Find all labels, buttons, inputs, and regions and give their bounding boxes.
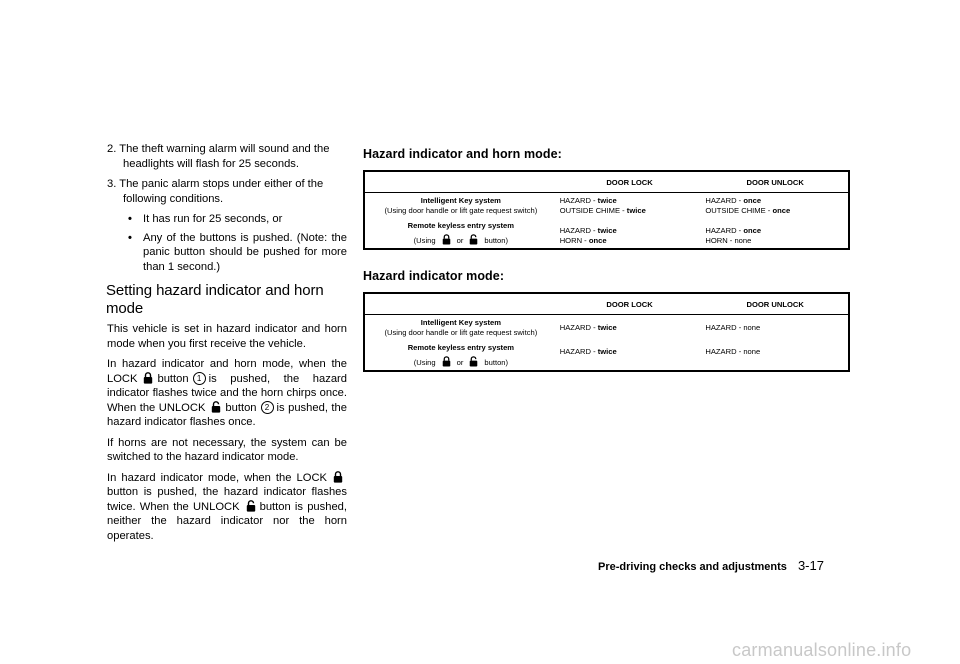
ik-lock-cell xyxy=(557,193,703,219)
unlock-icon xyxy=(211,401,221,413)
table-row xyxy=(364,218,849,249)
item-number: 3. xyxy=(107,178,117,190)
item-number: 2. xyxy=(107,143,117,155)
label: HORN - xyxy=(559,235,589,245)
system-title: Intelligent Key system xyxy=(420,196,501,205)
lock-icon xyxy=(442,356,451,367)
value: twice xyxy=(597,196,617,205)
section-name: Pre-driving checks and adjustments xyxy=(598,561,787,573)
label: HAZARD - xyxy=(559,196,598,205)
rk-unlock-cell xyxy=(702,340,849,371)
lock-icon xyxy=(143,372,153,384)
paragraph-4 xyxy=(107,471,347,544)
item-text: The panic alarm stops under either of the xyxy=(119,178,324,190)
system-remote-keyless xyxy=(364,340,557,371)
list-item-2 xyxy=(107,142,347,171)
header-door-lock: DOOR LOCK xyxy=(557,171,703,193)
page-number: 3-17 xyxy=(797,558,824,573)
text: button xyxy=(225,401,257,414)
header-door-unlock: DOOR UNLOCK xyxy=(702,293,849,315)
value: HAZARD - none xyxy=(705,323,761,332)
table-title-hazard-mode: Hazard indicator mode: xyxy=(363,269,505,283)
system-intelligent-key xyxy=(364,193,557,219)
bullet-mark: • xyxy=(128,231,132,244)
value: once xyxy=(772,205,791,215)
lock-icon xyxy=(333,471,343,483)
text: button) xyxy=(484,357,509,367)
item-text: The theft warning alarm will sound and the xyxy=(119,143,330,155)
page-footer xyxy=(598,558,824,573)
header-door-unlock: DOOR UNLOCK xyxy=(702,171,849,193)
header-door-lock: DOOR LOCK xyxy=(557,293,703,315)
item-text-cont: headlights will flash for 25 seconds. xyxy=(123,157,299,170)
text: button is pushed, neither the hazard indicator nor the horn operates. xyxy=(107,500,348,542)
callout-number-2: 2 xyxy=(261,401,274,414)
watermark: carmanualsonline.info xyxy=(732,640,912,660)
text: In hazard indicator mode, when the LOCK xyxy=(107,471,327,484)
text: is pushed, the hazard indicator flashes once. xyxy=(107,401,347,428)
system-subtitle: (Using door handle or lift gate request switch) xyxy=(384,205,538,215)
system-title: Remote keyless entry system xyxy=(407,221,515,230)
list-item-3 xyxy=(107,177,347,206)
value: twice xyxy=(597,347,617,356)
using-buttons xyxy=(368,234,554,246)
system-title: Remote keyless entry system xyxy=(407,343,515,352)
left-column xyxy=(107,142,347,549)
table-row xyxy=(364,340,849,371)
text: is pushed, the hazard indicator flashes twice and the horn chirps once. When the UNLOCK xyxy=(107,372,347,414)
table-row xyxy=(364,193,849,219)
text: button) xyxy=(484,235,509,245)
table-row xyxy=(364,315,849,341)
paragraph-1: This vehicle is set in hazard indicator and horn mode when you first receive the vehicle. xyxy=(107,323,347,350)
table-header-row xyxy=(364,171,849,193)
using-buttons xyxy=(368,356,554,368)
unlock-icon xyxy=(469,234,478,245)
label: OUTSIDE CHIME - xyxy=(559,205,627,215)
value: HORN - none xyxy=(705,235,752,245)
value: twice xyxy=(626,205,646,215)
callout-number-1: 1 xyxy=(193,372,206,385)
unlock-icon xyxy=(469,356,478,367)
bullet-item-2 xyxy=(107,231,347,275)
item-text-cont: following conditions. xyxy=(123,192,224,205)
paragraph-3: If horns are not necessary, the system can be switched to the hazard indicator mode. xyxy=(107,436,347,463)
horn-mode-table xyxy=(363,170,850,250)
label: HAZARD - xyxy=(559,226,598,235)
ik-unlock-cell xyxy=(702,315,849,341)
text: In hazard indicator and horn mode, when the LOCK xyxy=(107,358,347,385)
text: (Using xyxy=(413,357,436,367)
header-empty xyxy=(364,293,557,315)
ik-unlock-cell xyxy=(702,193,849,219)
bullet-item-1 xyxy=(107,212,347,227)
ik-lock-cell xyxy=(557,315,703,341)
label: HAZARD - xyxy=(559,323,598,332)
paragraph-2 xyxy=(107,357,347,430)
system-remote-keyless xyxy=(364,218,557,249)
text: button is pushed, the hazard indicator flashes twice. When the UNLOCK xyxy=(107,486,347,513)
label: HAZARD - xyxy=(705,226,744,235)
header-empty xyxy=(364,171,557,193)
label: OUTSIDE CHIME - xyxy=(705,205,773,215)
rk-lock-cell xyxy=(557,218,703,249)
table-header-row xyxy=(364,293,849,315)
bullet-text: It has run for 25 seconds, or xyxy=(143,213,283,225)
value: twice xyxy=(597,226,617,235)
hazard-mode-table xyxy=(363,292,850,372)
system-title: Intelligent Key system xyxy=(420,318,501,327)
rk-unlock-cell xyxy=(702,218,849,249)
text: button xyxy=(157,372,189,385)
label: HAZARD - xyxy=(705,196,744,205)
value: once xyxy=(588,235,607,245)
bullet-text: Any of the buttons is pushed. (Note: the panic button should be pushed for more than 1 second.) xyxy=(143,231,347,273)
lock-icon xyxy=(442,234,451,245)
value: HAZARD - none xyxy=(705,347,761,356)
rk-lock-cell xyxy=(557,340,703,371)
value: once xyxy=(743,226,762,235)
system-subtitle: (Using door handle or lift gate request switch) xyxy=(384,327,538,337)
section-heading: Setting hazard indicator and horn mode xyxy=(106,282,324,317)
text: (Using xyxy=(413,235,436,245)
system-intelligent-key xyxy=(364,315,557,341)
bullet-mark: • xyxy=(128,213,132,225)
right-column xyxy=(363,142,850,372)
label: HAZARD - xyxy=(559,347,598,356)
value: twice xyxy=(597,323,617,332)
text: or xyxy=(456,235,464,245)
table-title-horn-mode: Hazard indicator and horn mode: xyxy=(363,147,562,161)
value: once xyxy=(743,196,762,205)
unlock-icon xyxy=(246,500,256,512)
text: or xyxy=(456,357,464,367)
